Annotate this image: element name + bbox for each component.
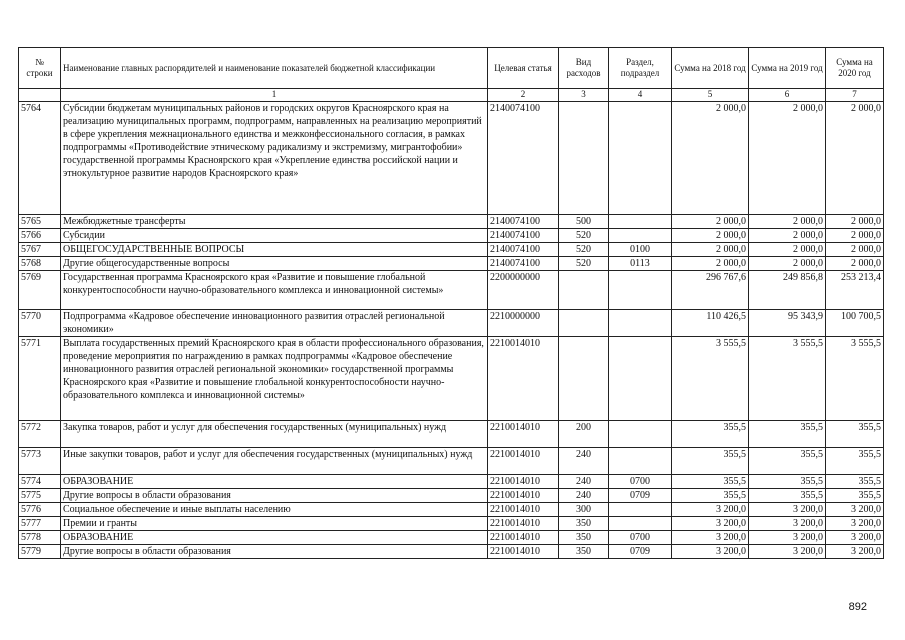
row-name: Премии и гранты xyxy=(61,517,488,531)
row-sum-2018: 355,5 xyxy=(672,421,749,448)
row-sum-2019: 2 000,0 xyxy=(749,229,826,243)
row-number: 5772 xyxy=(19,421,61,448)
row-sum-2019: 3 200,0 xyxy=(749,545,826,559)
row-sum-2019: 2 000,0 xyxy=(749,257,826,271)
row-sum-2018: 3 555,5 xyxy=(672,337,749,421)
table-row xyxy=(19,271,884,310)
row-target: 2140074100 xyxy=(488,243,559,257)
table-row xyxy=(19,215,884,229)
row-sum-2020: 253 213,4 xyxy=(826,271,884,310)
table-row xyxy=(19,229,884,243)
table-row xyxy=(19,489,884,503)
row-section xyxy=(609,503,672,517)
row-section xyxy=(609,310,672,337)
row-section xyxy=(609,517,672,531)
row-sum-2020: 2 000,0 xyxy=(826,243,884,257)
row-sum-2019: 95 343,9 xyxy=(749,310,826,337)
row-section xyxy=(609,102,672,215)
header-name: Наименование главных распорядителей и наименование показателей бюджетной классификации xyxy=(61,48,488,89)
row-target: 2140074100 xyxy=(488,102,559,215)
row-sum-2020: 3 200,0 xyxy=(826,503,884,517)
column-number: 6 xyxy=(749,89,826,102)
row-section: 0709 xyxy=(609,489,672,503)
column-number: 5 xyxy=(672,89,749,102)
column-number: 1 xyxy=(61,89,488,102)
row-expense-type: 240 xyxy=(559,448,609,475)
row-target: 2210014010 xyxy=(488,489,559,503)
row-sum-2019: 3 200,0 xyxy=(749,531,826,545)
row-expense-type: 520 xyxy=(559,229,609,243)
table-row xyxy=(19,310,884,337)
row-expense-type: 300 xyxy=(559,503,609,517)
table-row xyxy=(19,102,884,215)
table-row xyxy=(19,531,884,545)
row-sum-2019: 355,5 xyxy=(749,421,826,448)
row-sum-2019: 2 000,0 xyxy=(749,102,826,215)
row-expense-type: 240 xyxy=(559,489,609,503)
table-body xyxy=(19,102,884,559)
row-number: 5773 xyxy=(19,448,61,475)
row-sum-2019: 2 000,0 xyxy=(749,243,826,257)
row-number: 5765 xyxy=(19,215,61,229)
row-sum-2020: 2 000,0 xyxy=(826,102,884,215)
row-sum-2018: 3 200,0 xyxy=(672,531,749,545)
row-expense-type: 350 xyxy=(559,517,609,531)
row-target: 2210014010 xyxy=(488,475,559,489)
column-number-row xyxy=(19,89,884,102)
row-expense-type: 350 xyxy=(559,545,609,559)
row-name: ОБРАЗОВАНИЕ xyxy=(61,475,488,489)
row-sum-2019: 355,5 xyxy=(749,448,826,475)
row-section: 0113 xyxy=(609,257,672,271)
row-sum-2020: 355,5 xyxy=(826,421,884,448)
row-name: Другие общегосударственные вопросы xyxy=(61,257,488,271)
table-row xyxy=(19,421,884,448)
table-row xyxy=(19,243,884,257)
header-row-number: № строки xyxy=(19,48,61,89)
row-section: 0700 xyxy=(609,475,672,489)
row-sum-2019: 355,5 xyxy=(749,475,826,489)
row-target: 2210014010 xyxy=(488,337,559,421)
header-sum-2019: Сумма на 2019 год xyxy=(749,48,826,89)
table-row xyxy=(19,545,884,559)
row-name: Другие вопросы в области образования xyxy=(61,489,488,503)
row-name: Подпрограмма «Кадровое обеспечение инновационного развития отраслей региональной экономики» xyxy=(61,310,488,337)
row-number: 5766 xyxy=(19,229,61,243)
row-sum-2018: 3 200,0 xyxy=(672,545,749,559)
row-sum-2020: 355,5 xyxy=(826,448,884,475)
table-row xyxy=(19,337,884,421)
row-section xyxy=(609,215,672,229)
row-number: 5777 xyxy=(19,517,61,531)
row-expense-type: 520 xyxy=(559,243,609,257)
row-sum-2018: 355,5 xyxy=(672,489,749,503)
table-row xyxy=(19,257,884,271)
row-number: 5771 xyxy=(19,337,61,421)
header-row xyxy=(19,48,884,89)
table-row xyxy=(19,503,884,517)
row-sum-2019: 3 200,0 xyxy=(749,517,826,531)
row-target: 2210014010 xyxy=(488,503,559,517)
page-number: 892 xyxy=(848,601,867,613)
row-sum-2020: 355,5 xyxy=(826,489,884,503)
row-target: 2210000000 xyxy=(488,310,559,337)
column-number-blank xyxy=(19,89,61,102)
row-target: 2140074100 xyxy=(488,257,559,271)
row-expense-type xyxy=(559,102,609,215)
row-sum-2018: 2 000,0 xyxy=(672,243,749,257)
row-sum-2019: 3 555,5 xyxy=(749,337,826,421)
row-section xyxy=(609,229,672,243)
row-name: Государственная программа Красноярского края «Развитие и повышение глобальной конкурентоспособности научно-образовательного комплекса и инновационной системы» xyxy=(61,271,488,310)
row-sum-2020: 2 000,0 xyxy=(826,257,884,271)
row-sum-2018: 3 200,0 xyxy=(672,517,749,531)
row-sum-2020: 100 700,5 xyxy=(826,310,884,337)
row-number: 5774 xyxy=(19,475,61,489)
row-section: 0700 xyxy=(609,531,672,545)
row-expense-type: 240 xyxy=(559,475,609,489)
row-name: Выплата государственных премий Красноярского края в области профессионального образования, проведение мероприятия по награждению в рамках подпрограммы «Кадровое обеспечение инновационного развития отраслей региональной экономики» государственной программы Красноярского края «Развитие и повышение глобальной конкурентоспособности научно-образовательного комплекса и инновационной системы» xyxy=(61,337,488,421)
row-expense-type xyxy=(559,337,609,421)
row-name: Социальное обеспечение и иные выплаты населению xyxy=(61,503,488,517)
column-number: 4 xyxy=(609,89,672,102)
row-section xyxy=(609,448,672,475)
row-section: 0100 xyxy=(609,243,672,257)
row-number: 5769 xyxy=(19,271,61,310)
row-number: 5775 xyxy=(19,489,61,503)
header-sum-2018: Сумма на 2018 год xyxy=(672,48,749,89)
table-row xyxy=(19,448,884,475)
row-name: Иные закупки товаров, работ и услуг для обеспечения государственных (муниципальных) нужд xyxy=(61,448,488,475)
row-sum-2018: 2 000,0 xyxy=(672,215,749,229)
row-number: 5768 xyxy=(19,257,61,271)
row-name: Межбюджетные трансферты xyxy=(61,215,488,229)
row-sum-2018: 355,5 xyxy=(672,448,749,475)
row-name: Субсидии бюджетам муниципальных районов и городских округов Красноярского края на реализацию муниципальных программ, подпрограмм, направленных на реализацию мероприятий в сфере укрепления межнационального единства и межконфессионального согласия, в рамках подпрограммы «Противодействие этническому радикализму и экстремизму, мигрантофобии» государственной программы Красноярского края «Укрепление единства российской нации и этнокультурное развитие народов Красноярского края» xyxy=(61,102,488,215)
row-sum-2020: 2 000,0 xyxy=(826,229,884,243)
row-sum-2018: 110 426,5 xyxy=(672,310,749,337)
row-expense-type xyxy=(559,310,609,337)
row-section: 0709 xyxy=(609,545,672,559)
row-target: 2210014010 xyxy=(488,421,559,448)
row-name: Субсидии xyxy=(61,229,488,243)
row-sum-2018: 296 767,6 xyxy=(672,271,749,310)
row-sum-2020: 355,5 xyxy=(826,475,884,489)
column-number: 7 xyxy=(826,89,884,102)
row-sum-2019: 2 000,0 xyxy=(749,215,826,229)
row-target: 2210014010 xyxy=(488,517,559,531)
header-sum-2020: Сумма на 2020 год xyxy=(826,48,884,89)
column-number: 2 xyxy=(488,89,559,102)
row-expense-type: 520 xyxy=(559,257,609,271)
row-expense-type xyxy=(559,271,609,310)
row-sum-2018: 2 000,0 xyxy=(672,102,749,215)
header-expense-type: Вид расходов xyxy=(559,48,609,89)
row-expense-type: 500 xyxy=(559,215,609,229)
row-sum-2019: 249 856,8 xyxy=(749,271,826,310)
table-row xyxy=(19,475,884,489)
row-number: 5776 xyxy=(19,503,61,517)
row-number: 5764 xyxy=(19,102,61,215)
row-target: 2210014010 xyxy=(488,448,559,475)
column-number: 3 xyxy=(559,89,609,102)
row-sum-2018: 2 000,0 xyxy=(672,229,749,243)
row-number: 5778 xyxy=(19,531,61,545)
row-target: 2210014010 xyxy=(488,531,559,545)
row-expense-type: 200 xyxy=(559,421,609,448)
row-target: 2200000000 xyxy=(488,271,559,310)
row-name: Закупка товаров, работ и услуг для обеспечения государственных (муниципальных) нужд xyxy=(61,421,488,448)
row-section xyxy=(609,271,672,310)
row-expense-type: 350 xyxy=(559,531,609,545)
row-name: ОБЩЕГОСУДАРСТВЕННЫЕ ВОПРОСЫ xyxy=(61,243,488,257)
row-sum-2019: 355,5 xyxy=(749,489,826,503)
header-target: Целевая статья xyxy=(488,48,559,89)
row-section xyxy=(609,421,672,448)
row-sum-2018: 2 000,0 xyxy=(672,257,749,271)
row-number: 5779 xyxy=(19,545,61,559)
row-number: 5767 xyxy=(19,243,61,257)
header-section: Раздел, подраздел xyxy=(609,48,672,89)
row-number: 5770 xyxy=(19,310,61,337)
row-sum-2018: 355,5 xyxy=(672,475,749,489)
row-name: Другие вопросы в области образования xyxy=(61,545,488,559)
row-target: 2210014010 xyxy=(488,545,559,559)
row-target: 2140074100 xyxy=(488,229,559,243)
row-sum-2020: 2 000,0 xyxy=(826,215,884,229)
row-sum-2020: 3 200,0 xyxy=(826,517,884,531)
row-name: ОБРАЗОВАНИЕ xyxy=(61,531,488,545)
row-sum-2018: 3 200,0 xyxy=(672,503,749,517)
row-sum-2020: 3 200,0 xyxy=(826,545,884,559)
row-sum-2020: 3 555,5 xyxy=(826,337,884,421)
row-section xyxy=(609,337,672,421)
row-sum-2019: 3 200,0 xyxy=(749,503,826,517)
row-target: 2140074100 xyxy=(488,215,559,229)
row-sum-2020: 3 200,0 xyxy=(826,531,884,545)
table-row xyxy=(19,517,884,531)
budget-table xyxy=(18,47,884,559)
